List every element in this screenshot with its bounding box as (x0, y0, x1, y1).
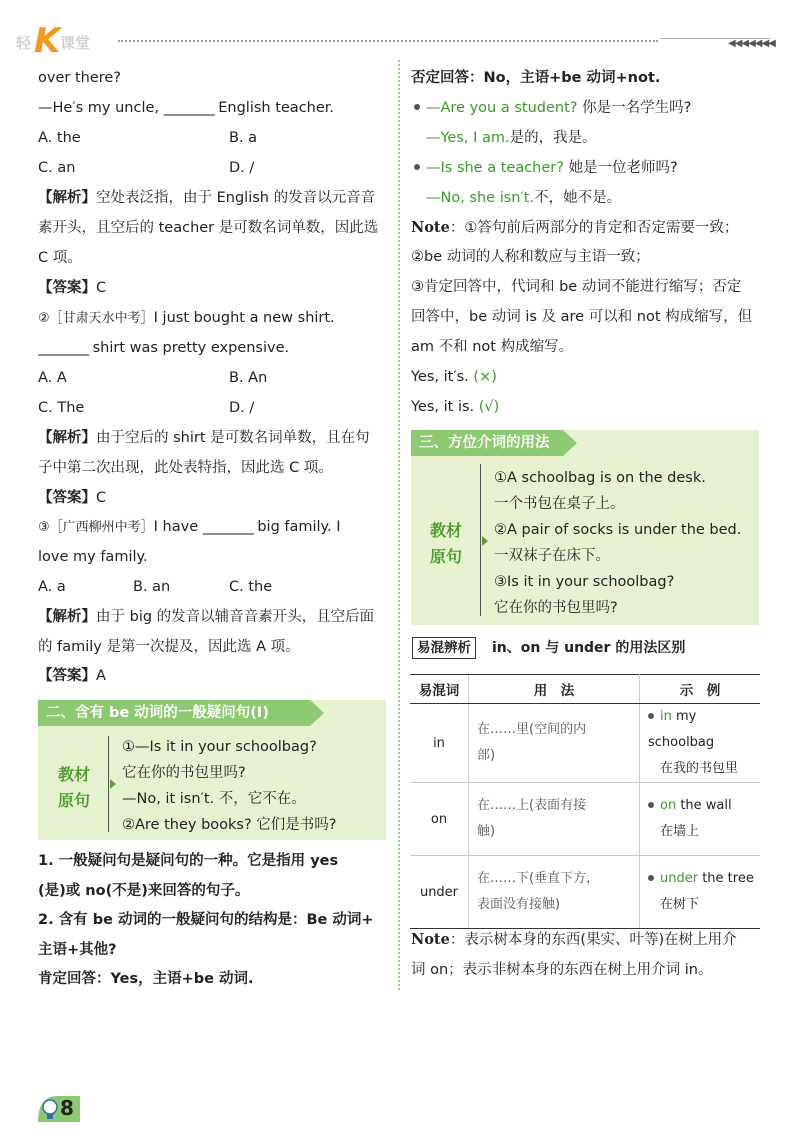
bullet-icon (414, 104, 420, 110)
section2-line2: 它在你的书包里吗? (122, 765, 246, 781)
q3-answer: 【答案】A (38, 668, 106, 684)
section2-title: 二、含有 be 动词的一般疑问句(Ⅰ) (38, 700, 310, 726)
q1-answer: 【答案】C (38, 280, 107, 296)
section3-line5: ③Is it in your schoolbag? (494, 574, 675, 590)
q3-source: ③［广西柳州中考］ (38, 520, 154, 535)
q3-line1: ③［广西柳州中考］I have ________ big family. I (38, 519, 341, 535)
column-divider (398, 60, 400, 990)
q2-line1: ②［甘肃天水中考］I just bought a new shirt. (38, 310, 335, 326)
page-number: 8 (60, 1096, 74, 1120)
table-cell-usage: 在……上(表面有接 触) (469, 783, 640, 856)
q1-option-a: A. the (38, 130, 81, 146)
table-row (410, 856, 760, 929)
table-cell-word: on (410, 783, 469, 856)
q2-source: ②［甘肃天水中考］ (38, 311, 154, 326)
table-header-word: 易混词 (410, 675, 469, 704)
bullet-icon (648, 875, 654, 881)
compare-title: in、on 与 under 的用法区别 (492, 640, 686, 656)
table-row (410, 783, 760, 856)
example2-answer: —No, she isn′t.不，她不是。 (426, 190, 622, 206)
section2-box-rule (108, 736, 109, 832)
section2-line3: —No, it isn′t. 不，它不在。 (122, 791, 306, 807)
note-line1: Note：①答句前后两部分的肯定和否定需要一致； (411, 219, 739, 236)
q1-option-b: B. a (229, 130, 258, 146)
point1-line1: 1. 一般疑问句是疑问句的一种。它是指用 yes (38, 853, 339, 869)
wrong-example: Yes, it′s. (×) (411, 369, 497, 385)
right-example: Yes, it is. (√) (411, 399, 500, 415)
q3-blank: ________ (202, 519, 253, 535)
section2-title-tail (310, 700, 324, 726)
q2-option-d: D. / (229, 400, 255, 416)
q2-option-c: C. The (38, 400, 85, 416)
table-header-example: 示 例 (640, 675, 761, 704)
q3-option-c: C. the (229, 579, 273, 595)
point1-line2: (是)或 no(不是)来回答的句子。 (38, 883, 250, 899)
header-divider (118, 40, 658, 42)
q2-option-a: A. A (38, 370, 67, 386)
table-cell-example: in my schoolbag 在我的书包里 (640, 704, 761, 783)
svg-text:轻: 轻 (16, 34, 32, 52)
q1-line1: over there? (38, 70, 121, 86)
q3-analysis-line1: 【解析】由于 big 的发音以辅音音素开头，且空后面 (38, 609, 375, 625)
compare-tag: 易混辨析 (412, 637, 476, 659)
q3-option-a: A. a (38, 579, 66, 595)
book-logo (14, 14, 124, 58)
q2-analysis-line1: 【解析】由于空后的 shirt 是可数名词单数，且在句 (38, 430, 370, 446)
q1-analysis-line2: 素开头，且空后的 teacher 是可数名词单数，因此选 (38, 220, 379, 236)
q2-line2: ________ shirt was pretty expensive. (38, 340, 290, 356)
table-row (410, 704, 760, 783)
section2-arrow-icon (110, 779, 116, 789)
affirmative-answer: 肯定回答：Yes，主语+be 动词. (38, 971, 254, 987)
bullet-icon (648, 713, 654, 719)
example1-question: —Are you a student? 你是一名学生吗? (414, 98, 691, 118)
section2-line4: ②Are they books? 它们是书吗? (122, 817, 337, 833)
section3-line1: ①A schoolbag is on the desk. (494, 470, 706, 486)
note-line4: 回答中，be 动词 is 及 are 可以和 not 构成缩写，但 (411, 309, 753, 325)
page-number-badge (36, 1092, 82, 1126)
svg-text:K: K (34, 21, 61, 58)
section3-box-rule (480, 464, 481, 616)
table-cell-usage: 在……里(空间的内 部) (469, 704, 640, 783)
note-line2: ②be 动词的人称和数应与主语一致； (411, 249, 650, 265)
negative-answer: 否定回答：No，主语+be 动词+not. (411, 70, 661, 86)
example1-answer: —Yes, I am.是的，我是。 (426, 130, 597, 146)
section3-line3: ②A pair of socks is under the bed. (494, 522, 742, 538)
q3-analysis-line2: 的 family 是第一次提及，因此选 A 项。 (38, 639, 300, 655)
q2-analysis-line2: 子中第二次出现，此处表特指，因此选 C 项。 (38, 460, 333, 476)
table-cell-usage: 在……下(垂直下方， 表面没有接触) (469, 856, 640, 929)
section3-line4: 一双袜子在床下。 (494, 548, 610, 564)
q2-option-b: B. An (229, 370, 268, 386)
table-cell-example: under the tree 在树下 (640, 856, 761, 929)
usage-table (410, 674, 760, 929)
section3-title-tail (563, 430, 577, 456)
header-arrows-icon: ◀◀◀◀◀◀◀ (728, 38, 775, 49)
section3-arrow-icon (482, 536, 488, 546)
q3-line2: love my family. (38, 549, 148, 565)
section3-line6: 它在你的书包里吗? (494, 600, 618, 616)
section3-box-label: 教材 原句 (429, 521, 462, 566)
point2-line1: 2. 含有 be 动词的一般疑问句的结构是：Be 动词+ (38, 912, 374, 928)
q2-blank: ________ (38, 340, 88, 356)
section3-title: 三、方位介词的用法 (411, 430, 563, 456)
q1-analysis-line3: C 项。 (38, 250, 82, 266)
section2-box-label: 教材 原句 (57, 765, 90, 810)
table-cell-word: in (410, 704, 469, 783)
note-line3: ③肯定回答中，代词和 be 动词不能进行缩写；否定 (411, 279, 742, 295)
q3-option-b: B. an (133, 579, 171, 595)
note2-line1: Note：表示树本身的东西(果实、叶等)在树上用介 (411, 931, 737, 948)
point2-line2: 主语+其他? (38, 942, 117, 958)
q1-line2: —He′s my uncle, ________ English teacher. (38, 100, 335, 116)
q1-blank: ________ (163, 100, 214, 116)
example2-question: —Is she a teacher? 她是一位老师吗? (414, 158, 678, 178)
q1-option-d: D. / (229, 160, 255, 176)
section2-line1: ①—Is it in your schoolbag? (122, 739, 317, 755)
q1-option-c: C. an (38, 160, 76, 176)
q1-analysis-line1: 【解析】空处表泛指，由于 English 的发音以元音音 (38, 190, 376, 206)
q2-answer: 【答案】C (38, 490, 107, 506)
note-line5: am 不和 not 构成缩写。 (411, 339, 574, 355)
table-cell-word: under (410, 856, 469, 929)
note2-line2: 词 on；表示非树本身的东西在树上用介词 in。 (411, 962, 713, 978)
bullet-icon (648, 802, 654, 808)
section3-line2: 一个书包在桌子上。 (494, 496, 625, 512)
table-header-usage: 用 法 (469, 675, 640, 704)
table-cell-example: on the wall 在墙上 (640, 783, 761, 856)
bullet-icon (414, 164, 420, 170)
svg-text:课堂: 课堂 (60, 34, 91, 52)
